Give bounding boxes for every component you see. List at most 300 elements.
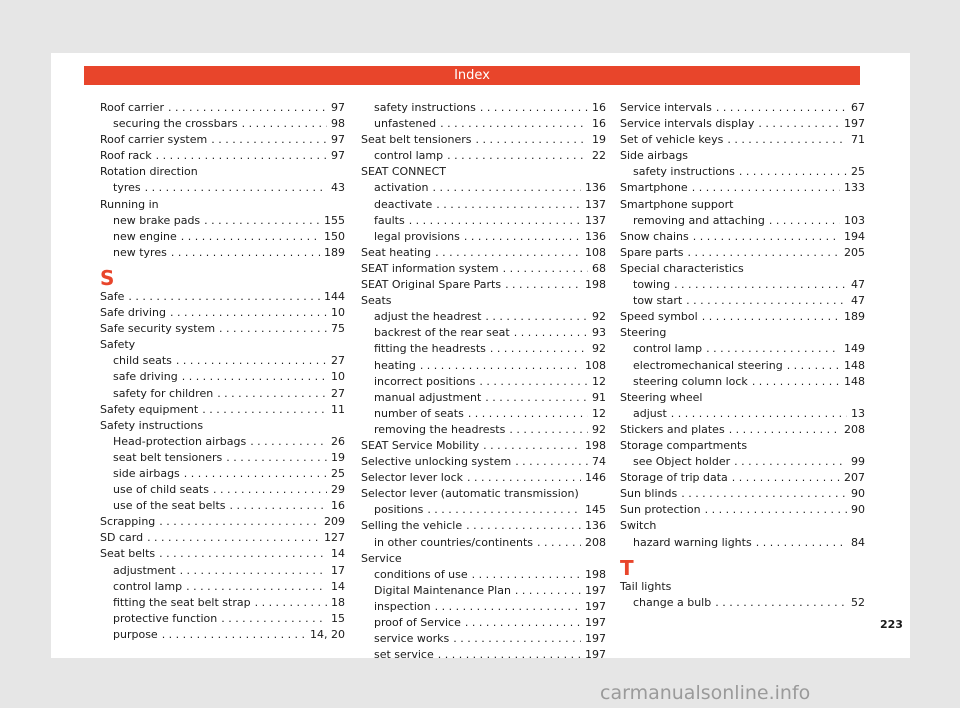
dot-leader	[435, 245, 581, 261]
entry-page-ref: 10	[331, 306, 345, 320]
dot-leader	[202, 402, 327, 418]
dot-leader	[752, 374, 840, 390]
entry-page-ref: 18	[331, 595, 345, 609]
entry-page-ref: 19	[331, 450, 345, 464]
dot-leader	[409, 213, 581, 229]
dot-leader	[170, 305, 327, 321]
index-subentry	[100, 611, 345, 627]
entry-page-ref: 90	[851, 487, 865, 501]
entry-page-ref: 43	[331, 181, 345, 195]
index-subentry	[361, 390, 606, 406]
dot-leader	[436, 197, 581, 213]
entry-label: new tyres	[113, 245, 167, 259]
entry-page-ref: 14, 20	[310, 627, 345, 641]
entry-label: Selector lever lock	[361, 471, 464, 485]
entry-label: new engine	[113, 229, 177, 243]
dot-leader	[427, 502, 581, 518]
index-subentry	[620, 358, 865, 374]
dot-leader	[480, 100, 588, 116]
entry-page-ref: 92	[592, 310, 606, 324]
index-entry	[620, 245, 865, 261]
entry-label: Sun protection	[620, 503, 701, 517]
entry-label: Safe security system	[100, 322, 216, 336]
index-entry	[620, 486, 865, 502]
index-subentry	[100, 386, 345, 402]
entry-page-ref: 71	[851, 133, 865, 147]
dot-leader	[758, 116, 840, 132]
entry-label: see Object holder	[633, 455, 731, 469]
entry-label: Roof rack	[100, 149, 152, 163]
entry-page-ref: 197	[585, 616, 606, 629]
index-entry	[620, 309, 865, 325]
dot-leader	[438, 647, 581, 663]
entry-label: SD card	[100, 531, 144, 545]
entry-page-ref: 10	[331, 370, 345, 384]
dot-leader	[453, 631, 581, 647]
entry-page-ref: 108	[585, 245, 606, 259]
index-subentry	[361, 100, 606, 116]
entry-page-ref: 84	[851, 535, 865, 549]
entry-page-ref: 103	[844, 213, 865, 227]
index-subentry	[620, 374, 865, 390]
index-subentry	[100, 180, 345, 196]
entry-label: inspection	[374, 599, 431, 613]
index-entry-heading: Selector lever (automatic transmission)	[361, 487, 579, 501]
index-entry	[361, 518, 606, 534]
entry-label: Scrapping	[100, 515, 156, 529]
entry-page-ref: 97	[331, 101, 345, 114]
dot-leader	[686, 293, 847, 309]
index-subentry	[361, 309, 606, 325]
index-subentry	[100, 369, 345, 385]
entry-label: child seats	[113, 354, 172, 368]
index-entry	[620, 116, 865, 132]
entry-page-ref: 12	[592, 406, 606, 420]
dot-leader	[168, 100, 327, 116]
dot-leader	[681, 486, 847, 502]
index-entry	[620, 132, 865, 148]
entry-page-ref: 97	[331, 133, 345, 147]
dot-leader	[514, 325, 588, 341]
entry-page-ref: 198	[585, 278, 606, 292]
index-subentry	[100, 466, 345, 482]
dot-leader	[769, 213, 840, 229]
index-subentry	[361, 197, 606, 213]
entry-label: Storage of trip data	[620, 471, 728, 485]
index-entry	[361, 261, 606, 277]
index-subentry	[361, 148, 606, 164]
entry-page-ref: 205	[844, 245, 865, 259]
index-subentry	[361, 583, 606, 599]
index-entry-heading: Special characteristics	[620, 261, 744, 275]
dot-leader	[468, 406, 588, 422]
index-entry	[100, 402, 345, 418]
entry-page-ref: 146	[585, 471, 606, 485]
entry-page-ref: 208	[844, 422, 865, 436]
index-subentry	[361, 647, 606, 663]
entry-label: adjust	[633, 406, 667, 420]
dot-leader	[702, 309, 840, 325]
index-subentry	[361, 213, 606, 229]
entry-label: SEAT information system	[361, 261, 499, 275]
dot-leader	[435, 599, 581, 615]
index-entry-heading: Running in	[100, 197, 159, 211]
index-subentry	[361, 599, 606, 615]
dot-leader	[250, 434, 327, 450]
entry-label: Snow chains	[620, 229, 689, 243]
entry-label: faults	[374, 213, 405, 227]
entry-page-ref: 92	[592, 342, 606, 356]
dot-leader	[230, 498, 327, 514]
entry-label: incorrect positions	[374, 374, 476, 388]
index-entry-heading: Rotation direction	[100, 165, 198, 179]
index-subentry	[620, 164, 865, 180]
index-entry-heading: SEAT CONNECT	[361, 165, 446, 179]
index-entry-heading: Seats	[361, 294, 392, 308]
page-number: 223	[880, 618, 903, 631]
index-subentry	[361, 229, 606, 245]
dot-leader	[734, 454, 847, 470]
dot-leader	[464, 229, 581, 245]
dot-leader	[688, 245, 840, 261]
index-entry-heading: Storage compartments	[620, 438, 748, 452]
entry-label: Roof carrier system	[100, 133, 208, 147]
entry-label: securing the crossbars	[113, 117, 238, 131]
entry-page-ref: 19	[592, 133, 606, 147]
dot-leader	[515, 583, 581, 599]
entry-page-ref: 194	[844, 229, 865, 243]
entry-label: Head-protection airbags	[113, 434, 247, 448]
index-subentry	[100, 229, 345, 245]
entry-page-ref: 127	[324, 531, 345, 545]
entry-page-ref: 27	[331, 354, 345, 368]
index-subentry	[100, 563, 345, 579]
index-letter-heading: S	[100, 265, 115, 290]
entry-page-ref: 144	[324, 289, 345, 303]
entry-page-ref: 16	[592, 117, 606, 131]
index-entry	[620, 180, 865, 196]
index-subentry	[361, 422, 606, 438]
dot-leader	[213, 482, 327, 498]
index-entry	[620, 100, 865, 116]
dot-leader	[537, 535, 581, 551]
entry-label: Selling the vehicle	[361, 519, 463, 533]
entry-label: Spare parts	[620, 245, 684, 259]
index-letter-heading: T	[620, 555, 634, 580]
dot-leader	[128, 289, 320, 305]
entry-page-ref: 145	[585, 503, 606, 517]
entry-page-ref: 68	[592, 261, 606, 275]
index-column-2	[361, 100, 606, 663]
entry-page-ref: 14	[331, 579, 345, 593]
entry-label: Safety equipment	[100, 402, 199, 416]
index-subentry	[361, 358, 606, 374]
index-subentry	[620, 454, 865, 470]
dot-leader	[242, 116, 327, 132]
entry-page-ref: 25	[331, 466, 345, 480]
dot-leader	[485, 309, 588, 325]
dot-leader	[184, 466, 327, 482]
entry-label: fitting the seat belt strap	[113, 595, 251, 609]
dot-leader	[156, 148, 327, 164]
entry-page-ref: 197	[585, 648, 606, 662]
entry-label: in other countries/continents	[374, 535, 534, 549]
entry-label: conditions of use	[374, 567, 468, 581]
entry-label: Sun blinds	[620, 487, 678, 501]
index-subentry	[361, 180, 606, 196]
dot-leader	[692, 180, 840, 196]
dot-leader	[255, 595, 327, 611]
dot-leader	[159, 514, 320, 530]
dot-leader	[505, 277, 581, 293]
dot-leader	[211, 132, 327, 148]
dot-leader	[716, 100, 847, 116]
entry-label: Speed symbol	[620, 310, 698, 324]
index-entry	[100, 530, 345, 546]
entry-page-ref: 11	[331, 402, 345, 416]
dot-leader	[490, 341, 588, 357]
dot-leader	[162, 627, 306, 643]
index-subentry	[100, 450, 345, 466]
entry-label: removing the headrests	[374, 422, 506, 436]
index-subentry	[620, 341, 865, 357]
dot-leader	[503, 261, 588, 277]
entry-label: change a bulb	[633, 595, 712, 609]
entry-page-ref: 198	[585, 567, 606, 581]
index-entry	[100, 514, 345, 530]
entry-page-ref: 148	[844, 374, 865, 388]
dot-leader	[727, 132, 847, 148]
index-entry	[100, 546, 345, 562]
entry-page-ref: 47	[851, 278, 865, 292]
index-entry	[100, 100, 345, 116]
entry-page-ref: 25	[851, 165, 865, 179]
entry-page-ref: 150	[324, 229, 345, 243]
index-column-3	[620, 100, 865, 611]
entry-label: use of child seats	[113, 483, 209, 497]
entry-label: Safe	[100, 289, 125, 303]
index-entry-heading: Side airbags	[620, 149, 689, 163]
index-subentry	[361, 567, 606, 583]
index-subentry	[100, 595, 345, 611]
dot-leader	[176, 353, 327, 369]
entry-label: Service intervals display	[620, 117, 755, 131]
index-subentry	[620, 595, 865, 611]
index-entry	[100, 132, 345, 148]
entry-page-ref: 16	[331, 499, 345, 513]
index-entry	[361, 470, 606, 486]
index-subentry	[100, 482, 345, 498]
entry-page-ref: 90	[851, 503, 865, 517]
dot-leader	[145, 180, 327, 196]
dot-leader	[515, 454, 588, 470]
dot-leader	[147, 530, 320, 546]
watermark-text: carmanualsonline.info	[600, 682, 811, 704]
index-subentry	[100, 213, 345, 229]
entry-page-ref: 209	[324, 515, 345, 529]
dot-leader	[440, 116, 588, 132]
entry-page-ref: 189	[844, 310, 865, 324]
dot-leader	[465, 615, 581, 631]
entry-label: tow start	[633, 294, 683, 308]
index-entry	[620, 422, 865, 438]
dot-leader	[159, 546, 327, 562]
entry-label: Seat belts	[100, 547, 156, 561]
index-subentry	[620, 213, 865, 229]
entry-page-ref: 47	[851, 294, 865, 308]
index-entry	[620, 470, 865, 486]
entry-page-ref: 207	[844, 471, 865, 485]
entry-page-ref: 98	[331, 117, 345, 131]
entry-label: unfastened	[374, 117, 437, 131]
dot-leader	[182, 369, 327, 385]
entry-label: towing	[633, 278, 671, 292]
entry-label: set service	[374, 648, 434, 662]
entry-page-ref: 12	[592, 374, 606, 388]
index-entry-heading: Safety	[100, 338, 136, 352]
index-subentry	[100, 353, 345, 369]
index-entry-heading: Smartphone support	[620, 197, 734, 211]
entry-page-ref: 97	[331, 149, 345, 163]
entry-page-ref: 137	[585, 213, 606, 227]
dot-leader	[483, 438, 581, 454]
dot-leader	[467, 470, 581, 486]
dot-leader	[466, 518, 581, 534]
entry-label: Seat heating	[361, 245, 432, 259]
entry-label: Roof carrier	[100, 101, 164, 114]
index-subentry	[620, 535, 865, 551]
dot-leader	[674, 277, 847, 293]
index-subentry	[100, 627, 345, 643]
index-entry-heading: Safety instructions	[100, 418, 204, 432]
entry-page-ref: 136	[585, 519, 606, 533]
index-subentry	[620, 293, 865, 309]
entry-page-ref: 136	[585, 181, 606, 195]
index-entry-heading: Service	[361, 551, 402, 565]
dot-leader	[729, 422, 840, 438]
entry-label: Smartphone	[620, 181, 688, 195]
index-entry	[620, 229, 865, 245]
entry-label: removing and attaching	[633, 213, 765, 227]
index-subentry	[361, 374, 606, 390]
entry-label: heating	[374, 358, 416, 372]
index-subentry	[361, 535, 606, 551]
entry-page-ref: 133	[844, 181, 865, 195]
index-subentry	[620, 277, 865, 293]
dot-leader	[787, 358, 840, 374]
entry-label: electromechanical steering	[633, 358, 783, 372]
entry-page-ref: 197	[585, 632, 606, 646]
dot-leader	[706, 341, 840, 357]
entry-page-ref: 137	[585, 197, 606, 211]
entry-label: SEAT Service Mobility	[361, 438, 480, 452]
entry-label: Digital Maintenance Plan	[374, 583, 511, 597]
entry-page-ref: 148	[844, 358, 865, 372]
entry-label: service works	[374, 632, 450, 646]
dot-leader	[671, 406, 847, 422]
index-column-1	[100, 100, 345, 643]
entry-label: proof of Service	[374, 616, 461, 629]
index-subentry	[620, 406, 865, 422]
entry-label: tyres	[113, 181, 141, 195]
dot-leader	[219, 321, 327, 337]
dot-leader	[181, 229, 320, 245]
entry-label: seat belt tensioners	[113, 450, 223, 464]
entry-label: backrest of the rear seat	[374, 326, 510, 340]
entry-page-ref: 149	[844, 342, 865, 356]
dot-leader	[420, 358, 581, 374]
entry-label: number of seats	[374, 406, 464, 420]
entry-page-ref: 67	[851, 101, 865, 114]
entry-label: side airbags	[113, 466, 180, 480]
entry-label: use of the seat belts	[113, 499, 226, 513]
entry-page-ref: 92	[592, 422, 606, 436]
index-entry-heading: Steering wheel	[620, 390, 703, 404]
dot-leader	[186, 579, 327, 595]
entry-page-ref: 17	[331, 563, 345, 577]
index-entry	[620, 502, 865, 518]
dot-leader	[756, 535, 847, 551]
dot-leader	[226, 450, 327, 466]
index-entry-heading: Switch	[620, 519, 657, 533]
dot-leader	[715, 595, 847, 611]
index-subentry	[361, 631, 606, 647]
dot-leader	[475, 132, 588, 148]
entry-page-ref: 16	[592, 101, 606, 114]
index-entry	[361, 245, 606, 261]
index-entry-heading: Tail lights	[620, 579, 672, 593]
index-entry	[361, 438, 606, 454]
entry-label: legal provisions	[374, 229, 460, 243]
dot-leader	[479, 374, 588, 390]
entry-page-ref: 108	[585, 358, 606, 372]
dot-leader	[705, 502, 847, 518]
index-subentry	[361, 406, 606, 422]
entry-page-ref: 208	[585, 535, 606, 549]
index-entry	[100, 305, 345, 321]
entry-label: control lamp	[374, 149, 444, 163]
dot-leader	[472, 567, 581, 583]
entry-label: Set of vehicle keys	[620, 133, 724, 147]
entry-label: control lamp	[113, 579, 183, 593]
dot-leader	[432, 180, 581, 196]
index-subentry	[361, 325, 606, 341]
index-subentry	[100, 579, 345, 595]
entry-label: positions	[374, 503, 424, 517]
index-entry	[361, 277, 606, 293]
index-subentry	[100, 245, 345, 261]
dot-leader	[447, 148, 588, 164]
dot-leader	[180, 563, 327, 579]
index-entry-heading: Steering	[620, 326, 667, 340]
entry-page-ref: 14	[331, 547, 345, 561]
index-subentry	[100, 498, 345, 514]
entry-label: fitting the headrests	[374, 342, 486, 356]
dot-leader	[221, 611, 327, 627]
index-subentry	[361, 502, 606, 518]
entry-page-ref: 91	[592, 390, 606, 404]
entry-label: adjust the headrest	[374, 310, 482, 324]
entry-label: safe driving	[113, 370, 178, 384]
index-entry	[361, 132, 606, 148]
index-subentry	[100, 116, 345, 132]
entry-page-ref: 52	[851, 595, 865, 609]
dot-leader	[204, 213, 320, 229]
entry-label: safety instructions	[633, 165, 735, 179]
entry-page-ref: 189	[324, 245, 345, 259]
entry-label: safety instructions	[374, 101, 476, 114]
dot-leader	[732, 470, 840, 486]
